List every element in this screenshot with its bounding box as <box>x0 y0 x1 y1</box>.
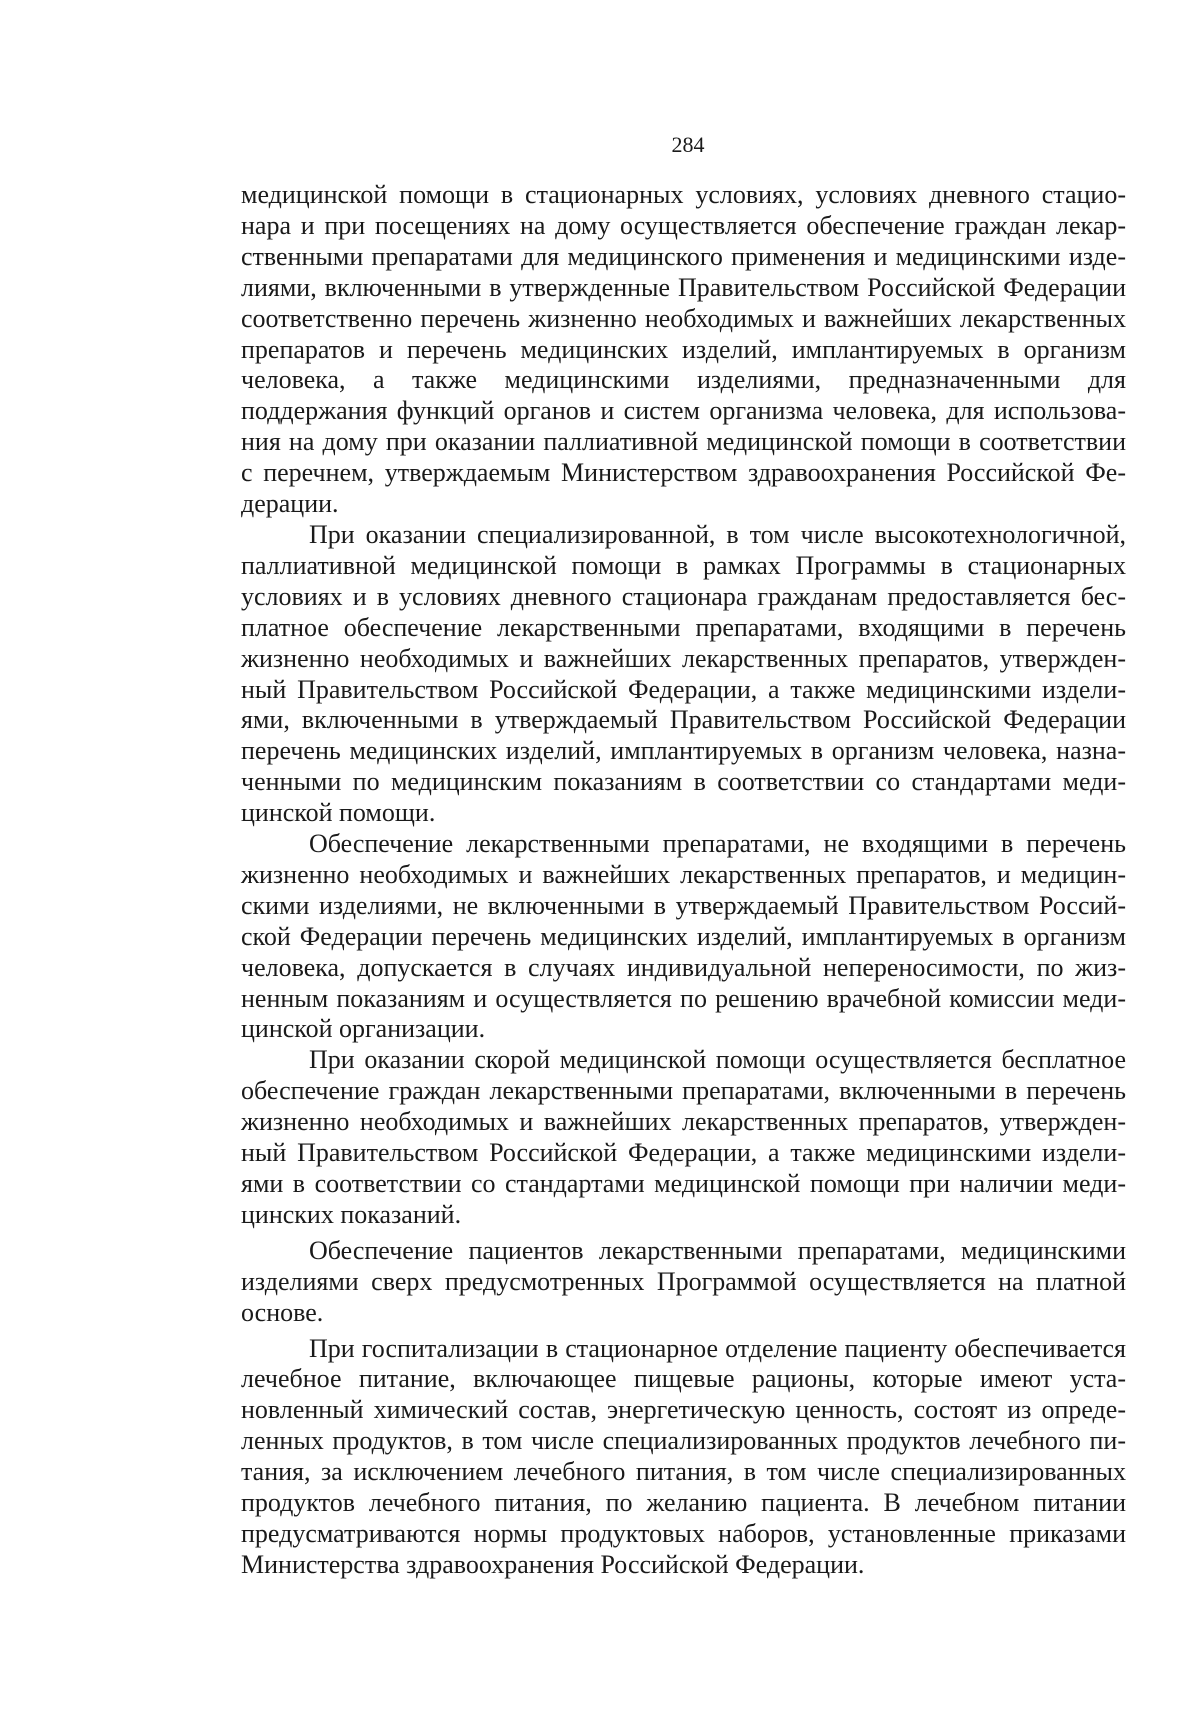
paragraph-clinical-nutrition: При госпитализации в стационарное отделение пациенту обеспечивается лечебное питание, включающее пищевые рационы, которые имеют установленный химический состав, энергетическую ценность, состоят из определенных продуктов, в том числе специализированных продуктов лечебного питания, за исключением лечебного питания, в том числе специализированных продуктов лечебного питания, по желанию пациента. В лечебном питании предусматриваются нормы продуктовых наборов, установленные приказами Министерства здравоохранения Российской Федерации. <box>241 1333 1126 1579</box>
document-body <box>241 180 1126 1581</box>
page-number: 284 <box>671 132 705 157</box>
paragraph-continuation: медицинской помощи в стационарных условиях, условиях дневного стационара и при посещениях на дому осуществляется обеспечение граждан лекарственными препаратами для медицинского применения и медицинскими изделиями, включенными в утвержденные Правительством Российской Федерации соответственно перечень жизненно необходимых и важнейших лекарственных препаратов и перечень медицинских изделий, имплантируемых в организм человека, а также медицинскими изделиями, предназначенными для поддержания функций органов и систем организма человека, для использования на дому при оказании паллиативной медицинской помощи в соответствии с перечнем, утверждаемым Министерством здравоохранения Российской Федерации. <box>241 180 1126 519</box>
paragraph-emergency-care: При оказании скорой медицинской помощи осуществляется бесплатное обеспечение граждан лекарственными препаратами, включенными в перечень жизненно необходимых и важнейших лекарственных препаратов, утвержденный Правительством Российской Федерации, а также медицинскими изделиями в соответствии со стандартами медицинской помощи при наличии медицинских показаний. <box>241 1045 1126 1229</box>
paragraph-paid-basis: Обеспечение пациентов лекарственными препаратами, медицинскими изделиями сверх предусмотренных Программой осуществляется на платной основе. <box>241 1235 1126 1327</box>
paragraph-specialized-care: При оказании специализированной, в том числе высокотехнологичной, паллиативной медицинской помощи в рамках Программы в стационарных условиях и в условиях дневного стационара гражданам предоставляется бесплатное обеспечение лекарственными препаратами, входящими в перечень жизненно необходимых и важнейших лекарственных препаратов, утвержденный Правительством Российской Федерации, а также медицинскими изделиями, включенными в утверждаемый Правительством Российской Федерации перечень медицинских изделий, имплантируемых в организм человека, назначенными по медицинским показаниям в соответствии со стандартами медицинской помощи. <box>241 519 1126 828</box>
paragraph-non-listed-drugs: Обеспечение лекарственными препаратами, не входящими в перечень жизненно необходимых и важнейших лекарственных препаратов, и медицинскими изделиями, не включенными в утверждаемый Правительством Российской Федерации перечень медицинских изделий, имплантируемых в организм человека, допускается в случаях индивидуальной непереносимости, по жизненным показаниям и осуществляется по решению врачебной комиссии медицинской организации. <box>241 829 1126 1044</box>
